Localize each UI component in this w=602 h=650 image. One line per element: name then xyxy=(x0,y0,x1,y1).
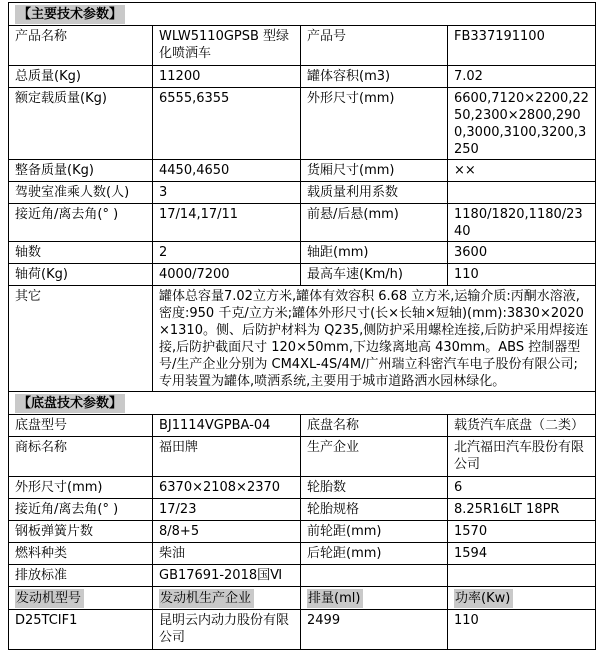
label-axle-count: 轴数 xyxy=(9,242,153,264)
table-row xyxy=(9,88,596,160)
value-cab-seats: 3 xyxy=(153,182,301,204)
value-approach-angle: 17/14,17/11 xyxy=(153,204,301,242)
header-displacement xyxy=(301,587,448,610)
table-row xyxy=(9,499,596,521)
label-front-track: 前轮距(mm) xyxy=(301,521,448,543)
section-header-main xyxy=(9,3,596,26)
value-overhang: 1180/1820,1180/2340 xyxy=(448,204,596,242)
value-engine-manufacturer: 昆明云内动力股份有限公司 xyxy=(153,610,301,650)
label-emission-standard: 排放标准 xyxy=(9,565,153,587)
label-dimensions: 外形尺寸(mm) xyxy=(301,88,448,160)
table-row xyxy=(9,543,596,565)
section-header-chassis xyxy=(9,392,596,415)
value-tank-volume: 7.02 xyxy=(448,66,596,88)
table-row xyxy=(9,264,596,286)
table-row xyxy=(9,182,596,204)
label-tire-count: 轮胎数 xyxy=(301,477,448,499)
section-title-chassis: 【底盘技术参数】 xyxy=(15,394,125,413)
label-tire-spec: 轮胎规格 xyxy=(301,499,448,521)
label-total-mass: 总质量(Kg) xyxy=(9,66,153,88)
label-rated-load: 额定载质量(Kg) xyxy=(9,88,153,160)
label-wheelbase: 轴距(mm) xyxy=(301,242,448,264)
label-brand: 商标名称 xyxy=(9,437,153,477)
value-rated-load: 6555,6355 xyxy=(153,88,301,160)
label-approach-angle: 接近角/离去角(° ) xyxy=(9,204,153,242)
table-row xyxy=(9,160,596,182)
value-tire-count: 6 xyxy=(448,477,596,499)
header-power xyxy=(448,587,596,610)
label-other: 其它 xyxy=(9,286,153,392)
spec-table xyxy=(8,2,596,650)
value-wheelbase: 3600 xyxy=(448,242,596,264)
label-chassis-name: 底盘名称 xyxy=(301,415,448,437)
table-row xyxy=(9,66,596,88)
label-overhang: 前悬/后悬(mm) xyxy=(301,204,448,242)
value-cargo-size: ×× xyxy=(448,160,596,182)
header-engine-manufacturer xyxy=(153,587,301,610)
value-chassis-name: 载货汽车底盘（二类） xyxy=(448,415,596,437)
value-engine-model: D25TCIF1 xyxy=(9,610,153,650)
table-row-other xyxy=(9,286,596,392)
value-max-speed: 110 xyxy=(448,264,596,286)
value-axle-load: 4000/7200 xyxy=(153,264,301,286)
label-leaf-springs: 钢板弹簧片数 xyxy=(9,521,153,543)
label-load-factor: 载质量利用系数 xyxy=(301,182,448,204)
value-axle-count: 2 xyxy=(153,242,301,264)
table-row xyxy=(9,242,596,264)
label-chassis-approach-angle: 接近角/离去角(° ) xyxy=(9,499,153,521)
label-empty xyxy=(301,565,448,587)
value-chassis-model: BJ1114VGPBA-04 xyxy=(153,415,301,437)
value-tire-spec: 8.25R16LT 18PR xyxy=(448,499,596,521)
label-cab-seats: 驾驶室准乘人数(人) xyxy=(9,182,153,204)
label-chassis-dimensions: 外形尺寸(mm) xyxy=(9,477,153,499)
value-total-mass: 11200 xyxy=(153,66,301,88)
value-empty xyxy=(448,565,596,587)
section-title-main: 【主要技术参数】 xyxy=(15,5,125,24)
label-product-no: 产品号 xyxy=(301,26,448,66)
label-axle-load: 轴荷(Kg) xyxy=(9,264,153,286)
value-product-name: WLW5110GPSB 型绿化喷洒车 xyxy=(153,26,301,66)
value-product-no: FB337191100 xyxy=(448,26,596,66)
label-chassis-model: 底盘型号 xyxy=(9,415,153,437)
table-row xyxy=(9,565,596,587)
value-emission-standard: GB17691-2018国Ⅵ xyxy=(153,565,301,587)
value-load-factor xyxy=(448,182,596,204)
value-leaf-springs: 8/8+5 xyxy=(153,521,301,543)
table-row xyxy=(9,477,596,499)
value-curb-weight: 4450,4650 xyxy=(153,160,301,182)
power-header-highlight: 功率(Kw) xyxy=(454,589,513,608)
value-rear-track: 1594 xyxy=(448,543,596,565)
engine-manufacturer-header-highlight: 发动机生产企业 xyxy=(159,589,254,608)
label-tank-volume: 罐体容积(m3) xyxy=(301,66,448,88)
value-other-description: 罐体总容量7.02立方米,罐体有效容积 6.68 立方米,运输介质:丙酮水溶液,密度:950 千克/立方米;罐体外形尺寸(长×长轴×短轴)(mm):3830×2020×1310。侧、后防护材料为 Q235,侧防护采用螺栓连接,后防护采用焊接连接,后防护截面尺寸 120×50mm,下边缘离地高 430mm。ABS 控制器型号/生产企业分别为 CM4XL-4S/4M/广州瑞立科密汽车电子股份有限公司;专用装置为罐体,喷洒系统,主要用于城市道路洒水园林绿化。 xyxy=(153,286,596,392)
engine-value-row xyxy=(9,610,596,650)
label-product-name: 产品名称 xyxy=(9,26,153,66)
table-row xyxy=(9,437,596,477)
value-dimensions: 6600,7120×2200,2250,2300×2800,2900,3000,3100,3200,3250 xyxy=(448,88,596,160)
label-max-speed: 最高车速(Km/h) xyxy=(301,264,448,286)
table-row xyxy=(9,204,596,242)
header-engine-model xyxy=(9,587,153,610)
value-fuel-type: 柴油 xyxy=(153,543,301,565)
value-brand: 福田牌 xyxy=(153,437,301,477)
label-curb-weight: 整备质量(Kg) xyxy=(9,160,153,182)
value-chassis-approach-angle: 17/23 xyxy=(153,499,301,521)
value-displacement: 2499 xyxy=(301,610,448,650)
table-row xyxy=(9,26,596,66)
displacement-header-highlight: 排量(ml) xyxy=(307,589,363,608)
value-power: 110 xyxy=(448,610,596,650)
section-header-cell xyxy=(9,3,596,26)
value-chassis-dimensions: 6370×2108×2370 xyxy=(153,477,301,499)
label-fuel-type: 燃料种类 xyxy=(9,543,153,565)
table-row xyxy=(9,521,596,543)
label-manufacturer: 生产企业 xyxy=(301,437,448,477)
section-header-cell xyxy=(9,392,596,415)
label-rear-track: 后轮距(mm) xyxy=(301,543,448,565)
value-front-track: 1570 xyxy=(448,521,596,543)
label-cargo-size: 货厢尺寸(mm) xyxy=(301,160,448,182)
value-manufacturer: 北汽福田汽车股份有限公司 xyxy=(448,437,596,477)
table-row xyxy=(9,415,596,437)
engine-model-header-highlight: 发动机型号 xyxy=(15,589,84,608)
engine-header-row xyxy=(9,587,596,610)
